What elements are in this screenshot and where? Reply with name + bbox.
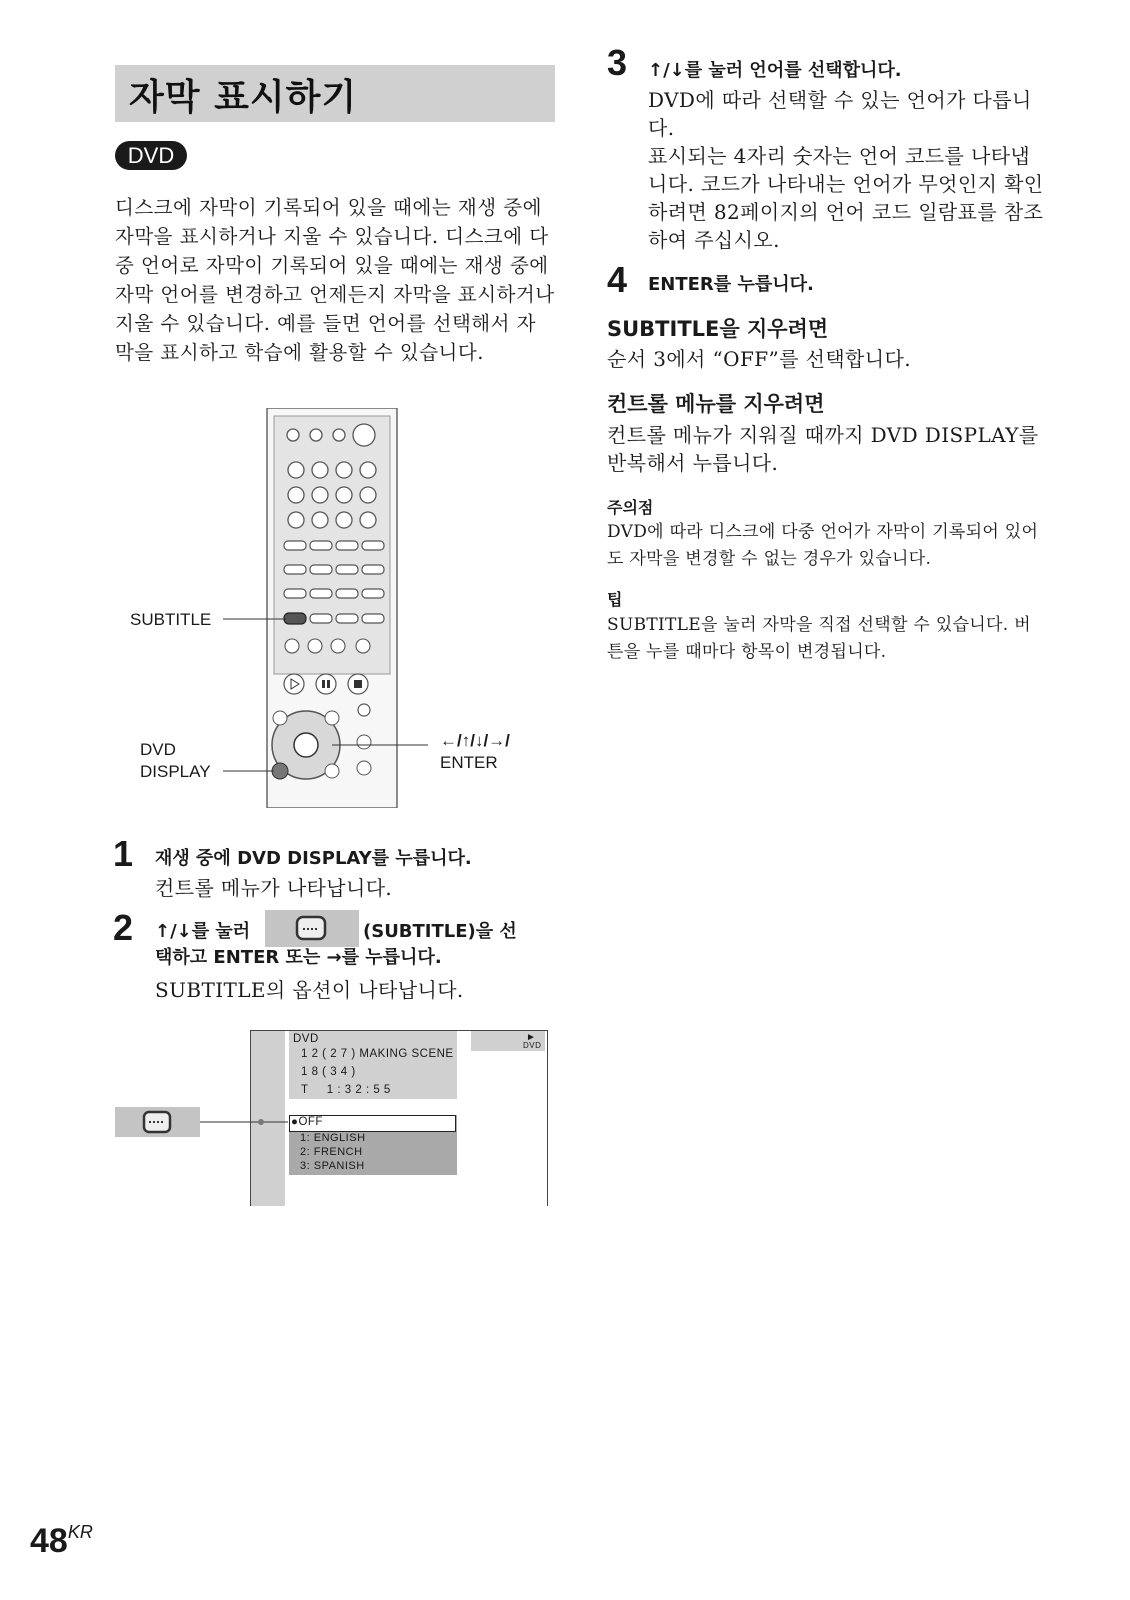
step-1-body: 컨트롤 메뉴가 나타납니다. [155,876,393,900]
step-4-heading: ENTER를 누릅니다. [648,274,814,295]
section-menu-off-body: 컨트롤 메뉴가 지워질 때까지 DVD DISPLAY를 반복해서 누릅니다. [607,423,1039,475]
callout-enter: ENTER [440,753,498,772]
page-number [30,1522,93,1561]
step-2-heading-b: (SUBTITLE)을 선 [363,921,517,942]
page-title: 자막 표시하기 [129,77,358,118]
step-2-number: 2 [113,907,134,948]
subtitle-icon-box [265,910,359,947]
step-3-number: 3 [607,42,628,83]
note-body: DVD에 따라 디스크에 다중 언어가 자막이 기록되어 있어도 자막을 변경할 수 없는 경우가 있습니다. [607,522,1039,569]
step-1-heading: 재생 중에 DVD DISPLAY를 누릅니다. [155,848,472,869]
osd-option-spanish: 3: SPANISH [300,1160,365,1172]
dvd-badge: DVD [115,141,187,170]
osd-subtitle-icon-box [115,1107,200,1137]
step-2-heading-c: 택하고 ENTER 또는 →를 누릅니다. [155,947,442,968]
osd-line-title: 1 2 ( 2 7 ) MAKING SCENE [301,1048,454,1060]
tip-body: SUBTITLE을 눌러 자막을 직접 선택할 수 있습니다. 버튼을 누를 때마다 항목이 변경됩니다. [607,615,1031,662]
callout-subtitle: SUBTITLE [130,610,212,629]
page-number-suffix: KR [67,1522,93,1542]
section-subtitle-off-body: 순서 3에서 “OFF”를 선택합니다. [607,347,911,371]
osd-option-french: 2: FRENCH [300,1146,363,1158]
page-title-box [115,65,555,122]
osd-option-english: 1: ENGLISH [300,1132,366,1144]
callout-arrows: ←/↑/↓/→/ [440,731,510,750]
callout-dvd: DVD [140,740,176,759]
osd-screen [250,1030,548,1206]
osd-pointer-line [200,1118,290,1128]
section-menu-off-heading: 컨트롤 메뉴를 지우려면 [607,392,825,416]
subtitle-icon [115,1107,200,1137]
step-1-number: 1 [113,833,134,874]
step-4-number: 4 [607,259,628,300]
osd-line-time: T 1 : 3 2 : 5 5 [301,1084,391,1096]
page-number-value: 48 [30,1522,68,1560]
step-2-body: SUBTITLE의 옵션이 나타납니다. [155,978,464,1002]
step-2-heading-a: ↑/↓를 눌러 [155,921,251,942]
note-heading: 주의점 [607,498,654,517]
osd-option-off: ●OFF [289,1115,456,1132]
osd-line-dvd: DVD [293,1033,319,1045]
step-3-body: DVD에 따라 선택할 수 있는 언어가 다릅니다. 표시되는 4자리 숫자는 언어 코드를 나타냅니다. 코드가 나타내는 언어가 무엇인지 확인하려면 82페이지의 언어 코드 일람표를 참조하여 주십시오. [648,88,1044,252]
osd-corner-dvd: DVD [523,1041,542,1050]
callout-display: DISPLAY [140,762,211,781]
play-icon: ► [526,1032,537,1043]
step-3-heading: ↑/↓를 눌러 언어를 선택합니다. [648,60,902,81]
section-subtitle-off-heading: SUBTITLE을 지우려면 [607,317,829,341]
osd-line-chapter: 1 8 ( 3 4 ) [301,1066,356,1078]
intro-paragraph: 디스크에 자막이 기록되어 있을 때에는 재생 중에 자막을 표시하거나 지울 수 있습니다. 디스크에 다중 언어로 자막이 기록되어 있을 때에는 재생 중에 자막 언어를 변경하고 언제든지 자막을 표시하거나 지울 수 있습니다. 예를 들면 언어를 선택해서 자막을 표시하고 학습에 활용할 수 있습니다. [115,196,555,364]
tip-heading: 팁 [607,590,623,609]
subtitle-icon [265,910,359,947]
